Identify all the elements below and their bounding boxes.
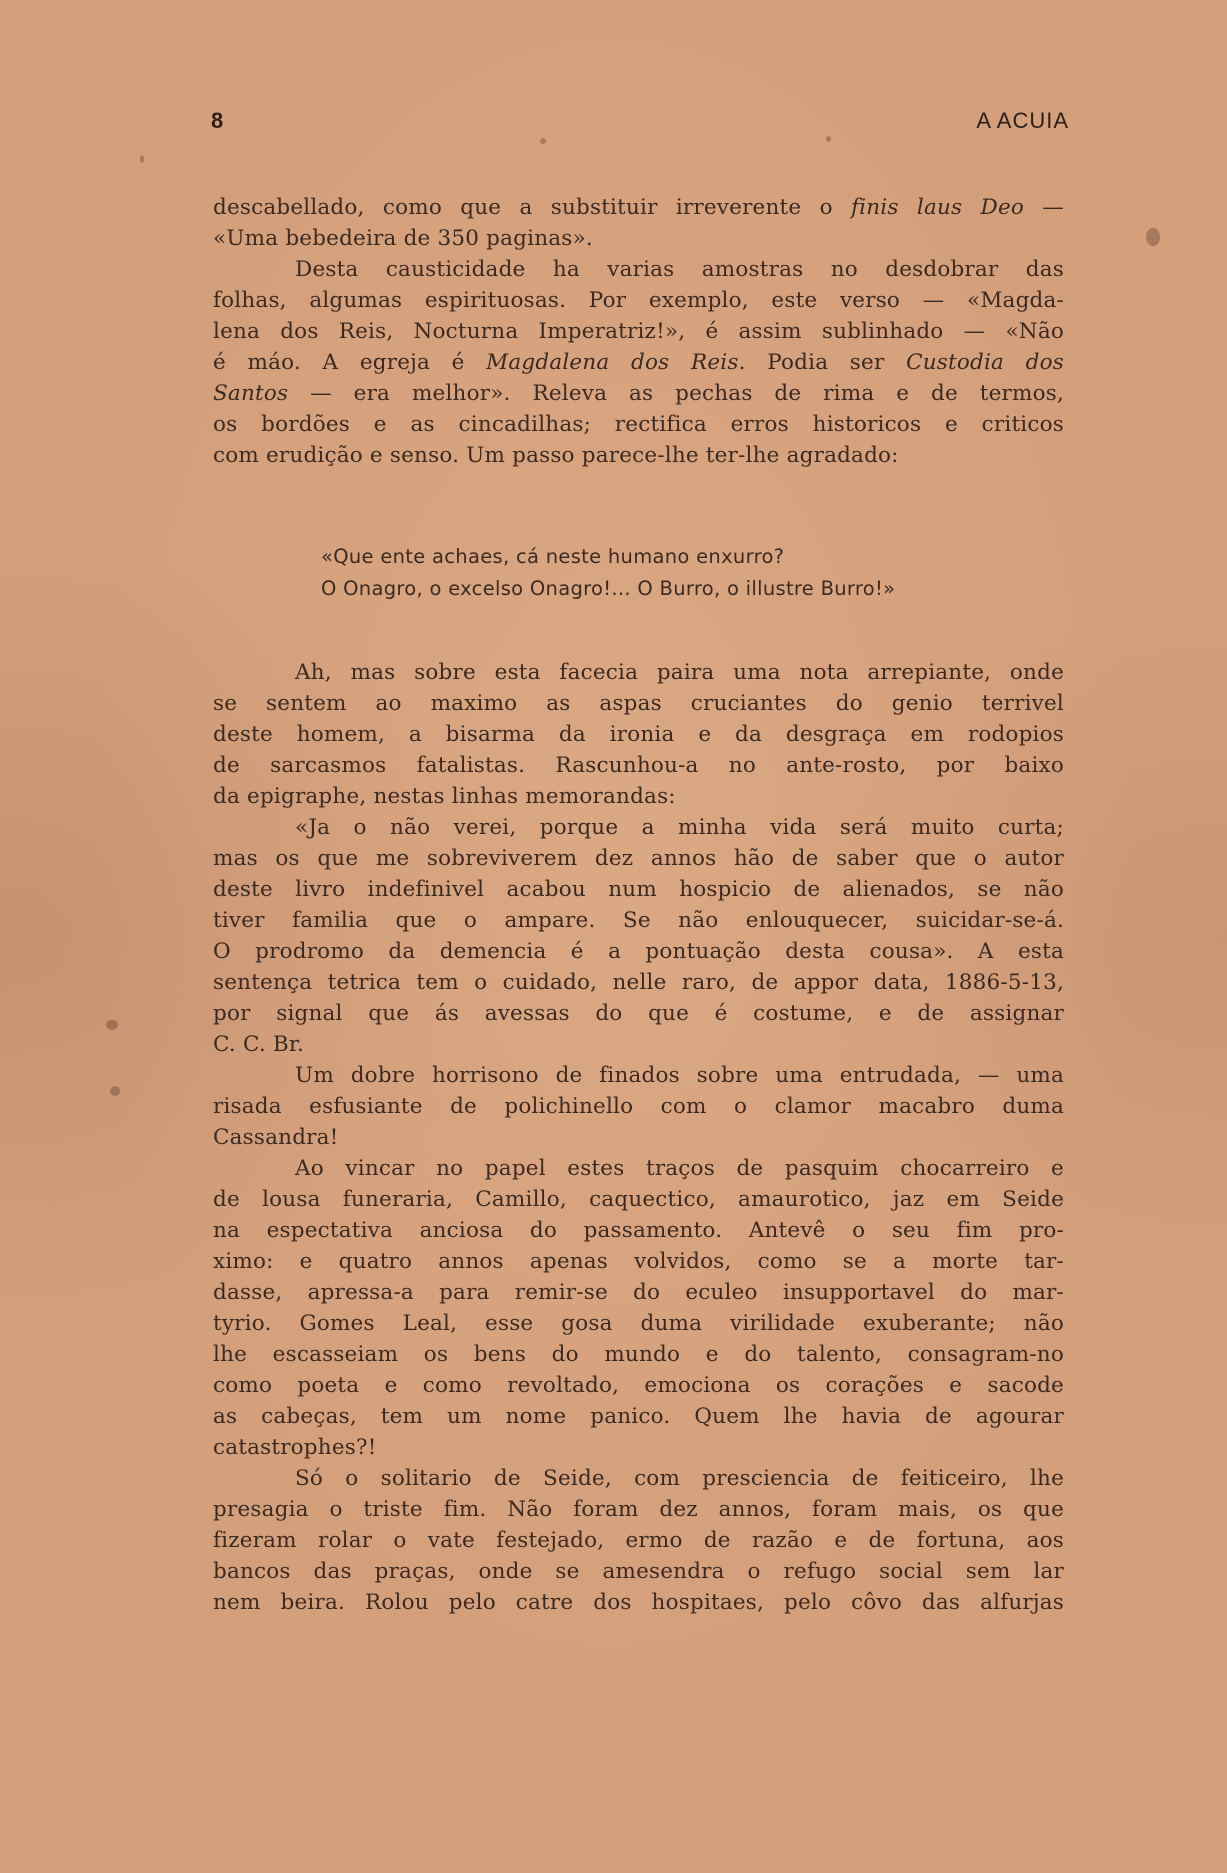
text-line: com erudição e senso. Um passo parece-lhe ter-lhe agradado: [213, 443, 899, 468]
paper-speck [1146, 228, 1160, 246]
text-line: lena dos Reis, Nocturna Imperatriz!», é assim sublinhado — «Não [213, 319, 1064, 344]
verse-line: O Onagro, o excelso Onagro!... O Burro, o illustre Burro!» [321, 577, 896, 600]
text-line: Um dobre horrisono de finados sobre uma entrudada, — uma [295, 1063, 1064, 1088]
text-line: na espectativa anciosa do passamento. Antevê o seu fim pro- [213, 1218, 1064, 1243]
page-number: 8 [211, 108, 224, 133]
text-line: Desta causticidade ha varias amostras no desdobrar das [295, 257, 1064, 282]
text-line: tiver familia que o ampare. Se não enlouquecer, suicidar-se-á. [213, 908, 1064, 933]
verse-line: «Que ente achaes, cá neste humano enxurro? [321, 545, 785, 568]
text-line: da epigraphe, nestas linhas memorandas: [213, 784, 676, 809]
text-line: ximo: e quatro annos apenas volvidos, como se a morte tar- [213, 1249, 1064, 1274]
text-line: deste livro indefinivel acabou num hospicio de alienados, se não [213, 877, 1064, 902]
text-line: nem beira. Rolou pelo catre dos hospitaes, pelo côvo das alfurjas [213, 1590, 1064, 1615]
text-line: mas os que me sobreviverem dez annos hão de saber que o autor [213, 846, 1064, 871]
text-line: sentença tetrica tem o cuidado, nelle raro, de appor data, 1886-5-13, [213, 970, 1064, 995]
text-line: se sentem ao maximo as aspas cruciantes do genio terrivel [213, 691, 1064, 716]
text-line: dasse, apressa-a para remir-se do eculeo insupportavel do mar- [213, 1280, 1064, 1305]
text-line: Cassandra! [213, 1125, 339, 1150]
text-line: deste homem, a bisarma da ironia e da desgraça em rodopios [213, 722, 1064, 747]
text-line: O prodromo da demencia é a pontuação desta cousa». A esta [213, 939, 1064, 964]
text-line: risada esfusiante de polichinello com o clamor macabro duma [213, 1094, 1064, 1119]
text-line: as cabeças, tem um nome panico. Quem lhe havia de agourar [213, 1404, 1064, 1429]
text-line: «Uma bebedeira de 350 paginas». [213, 226, 593, 251]
paper-speck [110, 1086, 120, 1096]
text-line: presagia o triste fim. Não foram dez annos, foram mais, os que [213, 1497, 1064, 1522]
text-line: os bordões e as cincadilhas; rectifica erros historicos e criticos [213, 412, 1064, 437]
text-line: «Ja o não verei, porque a minha vida será muito curta; [295, 815, 1064, 840]
paper-speck [826, 136, 831, 142]
paper-speck [540, 138, 546, 144]
text-line: Só o solitario de Seide, com presciencia de feiticeiro, lhe [295, 1466, 1064, 1491]
text-line: de lousa funeraria, Camillo, caquectico, amaurotico, jaz em Seide [213, 1187, 1064, 1212]
running-title: A ACUIA [976, 108, 1069, 133]
text-line: é máo. A egreja é Magdalena dos Reis. Podia ser Custodia dos [213, 350, 1064, 375]
paragraph-block-1 [213, 192, 1064, 471]
text-line: lhe escasseiam os bens do mundo e do talento, consagram-no [213, 1342, 1064, 1367]
text-line: Ah, mas sobre esta facecia paira uma nota arrepiante, onde [295, 660, 1064, 685]
paragraph-block-2 [213, 657, 1064, 1618]
text-line: de sarcasmos fatalistas. Rascunhou-a no ante-rosto, por baixo [213, 753, 1064, 778]
text-line: por signal que ás avessas do que é costume, e de assignar [213, 1001, 1064, 1026]
paper-speck [106, 1020, 118, 1030]
text-line: C. C. Br. [213, 1032, 305, 1057]
text-line: Santos — era melhor». Releva as pechas de rima e de termos, [213, 381, 1064, 406]
text-line: descabellado, como que a substituir irreverente o finis laus Deo — [213, 195, 1065, 220]
text-line: como poeta e como revoltado, emociona os corações e sacode [213, 1373, 1064, 1398]
text-line: catastrophes?! [213, 1435, 377, 1460]
text-line: fizeram rolar o vate festejado, ermo de razão e de fortuna, aos [213, 1528, 1064, 1553]
verse-quotation [321, 541, 895, 605]
text-line: Ao vincar no papel estes traços de pasquim chocarreiro e [295, 1156, 1064, 1181]
paper-speck [140, 155, 144, 163]
text-line: bancos das praças, onde se amesendra o refugo social sem lar [213, 1559, 1064, 1584]
text-line: tyrio. Gomes Leal, esse gosa duma virilidade exuberante; não [213, 1311, 1064, 1336]
text-line: folhas, algumas espirituosas. Por exemplo, este verso — «Magda- [213, 288, 1064, 313]
